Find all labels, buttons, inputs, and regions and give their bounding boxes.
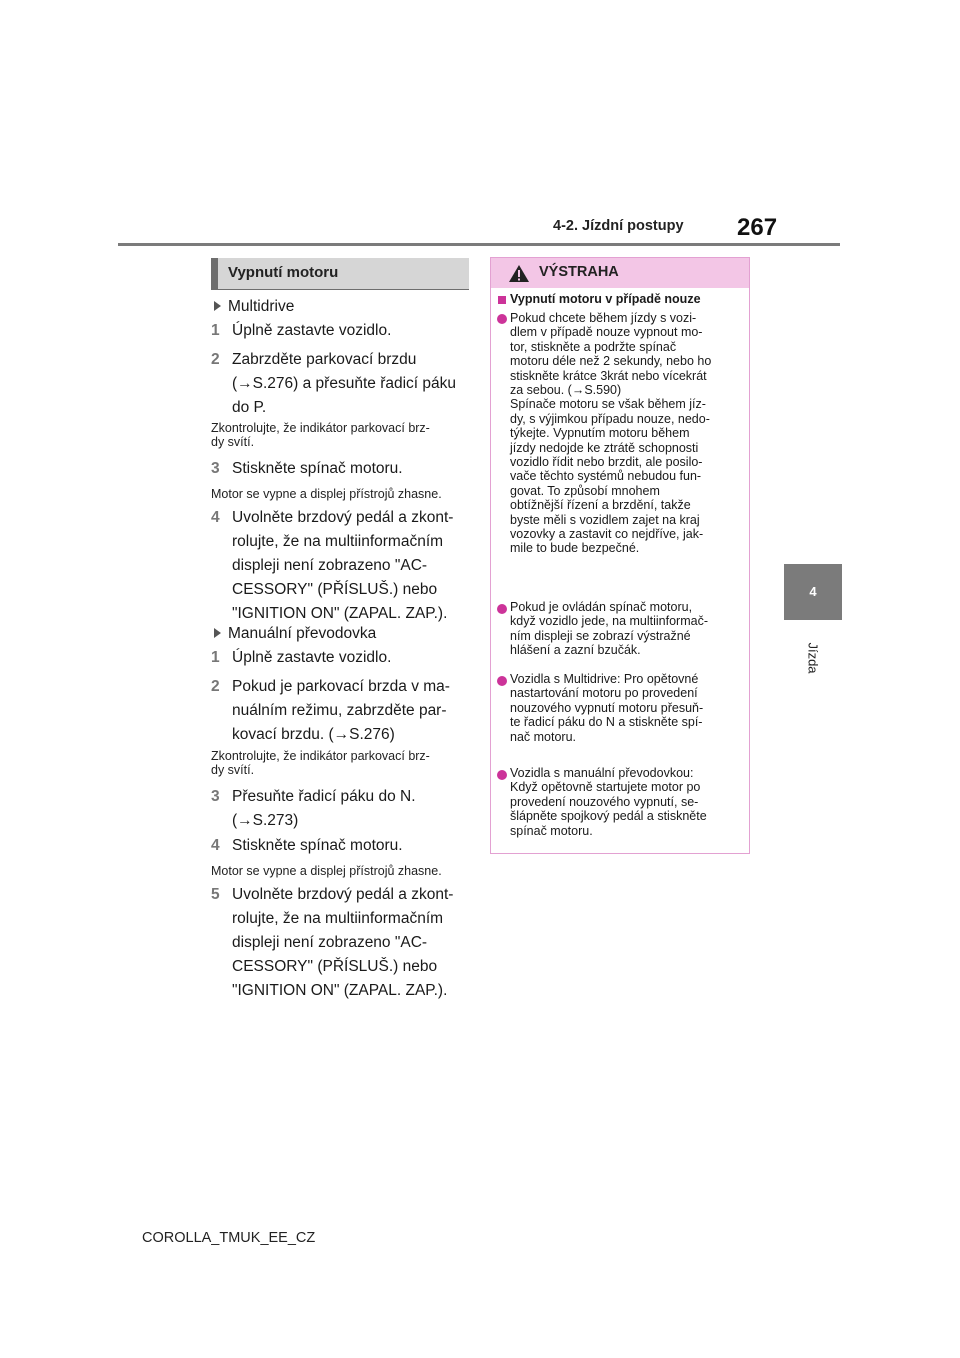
warning-line: motoru déle než 2 sekundy, nebo ho bbox=[510, 354, 712, 369]
warning-line: Pokud je ovládán spínač motoru, bbox=[510, 600, 693, 614]
warning-title: VÝSTRAHA bbox=[539, 264, 619, 280]
warning-line: govat. To způsobí mnohem bbox=[510, 483, 660, 498]
warning-line: týkejte. Vypnutím motoru během bbox=[510, 426, 690, 441]
warning-line: tor, stiskněte a podržte spínač bbox=[510, 339, 677, 354]
warning-line: vače těchto systémů nebudou fun- bbox=[510, 469, 702, 484]
warning-subheading: Vypnutí motoru v případě nouze bbox=[510, 292, 701, 306]
warning-triangle-icon bbox=[508, 264, 530, 283]
warning-line: když vozidlo jede, na multiinformač- bbox=[510, 614, 708, 629]
warning-line: jízdy nedojde ke ztrátě schopnosti bbox=[510, 440, 699, 455]
document-code: COROLLA_TMUK_EE_CZ bbox=[142, 1230, 316, 1246]
section-title-box bbox=[211, 258, 469, 290]
warning-header bbox=[491, 258, 749, 288]
warning-line: vozovky a zastavit co nejdříve, jak- bbox=[510, 527, 704, 541]
bullet-dot-icon bbox=[497, 604, 507, 614]
bullet-dot-icon bbox=[497, 314, 507, 324]
square-bullet-icon bbox=[498, 296, 506, 304]
note-parking-brake: Zkontrolujte, že indikátor parkovací brz- dy svítí. bbox=[211, 749, 430, 777]
warning-line: nastartování motoru po provedení bbox=[510, 686, 698, 701]
header-rule bbox=[118, 243, 840, 246]
chapter-title: Jízda bbox=[805, 642, 821, 674]
warning-line: dlem v případě nouze vypnout mo- bbox=[510, 325, 703, 340]
triangle-bullet-icon bbox=[214, 628, 221, 638]
warning-line: spínač motoru. bbox=[510, 823, 593, 838]
warning-line: vozidlo řídit nebo brzdit, ale posilo- bbox=[510, 455, 703, 469]
section-title: Vypnutí motoru bbox=[228, 264, 339, 281]
warning-line: mile to bude bezpečné. bbox=[510, 541, 640, 556]
bullet-dot-icon bbox=[497, 770, 507, 780]
warning-line: te řadicí páku do N a stiskněte spí- bbox=[510, 715, 703, 730]
warning-line: byste měli s vozidlem zajet na kraj bbox=[510, 512, 700, 527]
warning-line: ním displeji se zobrazí výstražné bbox=[510, 628, 691, 643]
warning-line: Když opětovně startujete motor po bbox=[510, 780, 701, 795]
warning-line: Spínače motoru se však během jíz- bbox=[510, 397, 706, 412]
note-engine-off: Motor se vypne a displej přístrojů zhasne. bbox=[211, 864, 442, 878]
warning-line: šlápněte spojkový pedál a stiskněte bbox=[510, 809, 707, 824]
warning-line: provedení nouzového vypnutí, se- bbox=[510, 794, 699, 809]
bullet-dot-icon bbox=[497, 676, 507, 686]
section-header: 4-2. Jízdní postupy bbox=[553, 218, 684, 234]
triangle-bullet-icon bbox=[214, 301, 221, 311]
note-engine-off: Motor se vypne a displej přístrojů zhasne. bbox=[211, 487, 442, 501]
warning-line: obtížnější řízení a brzdění, takže bbox=[510, 498, 691, 513]
warning-line: Vozidla s manuální převodovkou: bbox=[510, 766, 694, 780]
chapter-tab[interactable]: 4 bbox=[784, 564, 842, 620]
warning-line: hlášení a zazní bzučák. bbox=[510, 643, 641, 658]
warning-line: stiskněte krátce 3krát nebo vícekrát bbox=[510, 368, 707, 383]
note-parking-brake: Zkontrolujte, že indikátor parkovací brz- dy svítí. bbox=[211, 421, 430, 449]
warning-line: Pokud chcete během jízdy s vozi- bbox=[510, 311, 697, 325]
page-number: 267 bbox=[737, 214, 778, 241]
chapter-label bbox=[800, 628, 826, 688]
warning-box bbox=[490, 257, 750, 854]
warning-line: za sebou. (→S.590) bbox=[510, 383, 622, 397]
warning-line: Vozidla s Multidrive: Pro opětovné bbox=[510, 672, 699, 686]
warning-line: nač motoru. bbox=[510, 729, 577, 744]
warning-line: nouzového vypnutí motoru přesuň- bbox=[510, 700, 704, 715]
warning-line: dy, s výjimkou případu nouze, nedo- bbox=[510, 411, 710, 426]
